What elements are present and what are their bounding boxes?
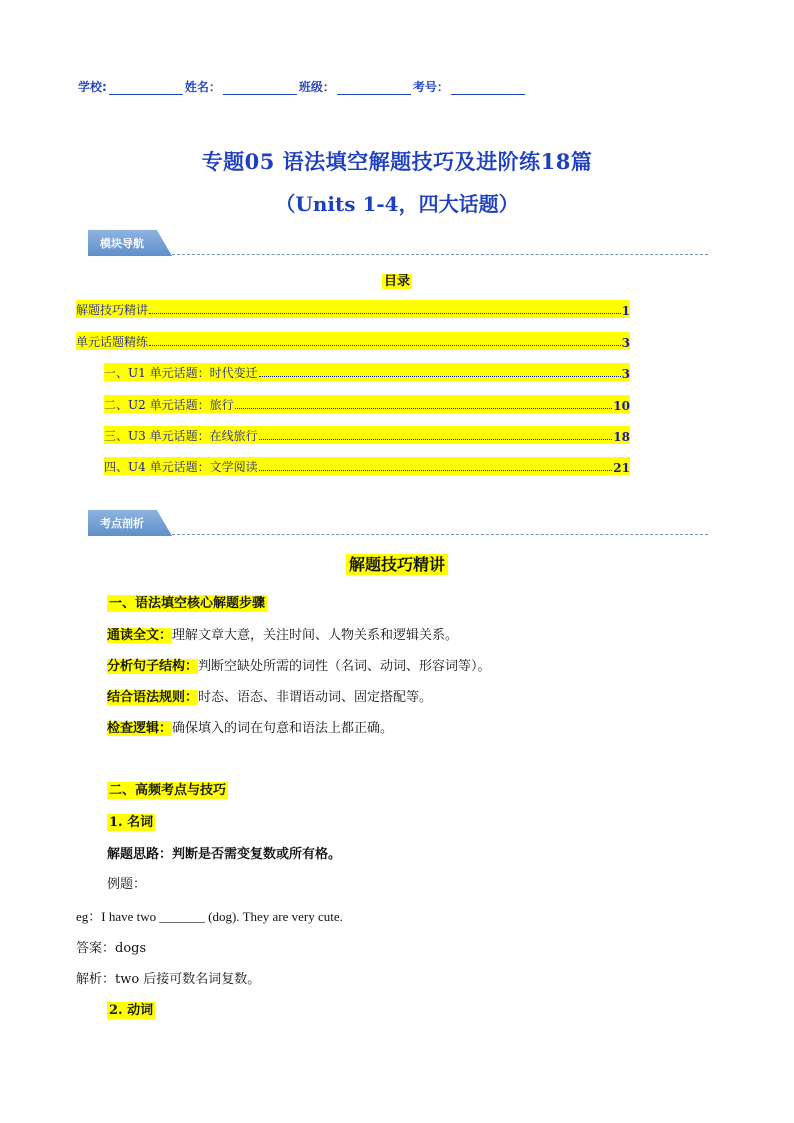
answer-text: 答案：dogs — [76, 941, 147, 956]
example-label: 例题： — [107, 877, 147, 892]
module-nav-tab — [88, 230, 172, 256]
step-item: 检查逻辑：确保填入的词在句意和语法上都正确。 — [107, 721, 394, 736]
analysis-text: 解析：two 后接可数名词复数。 — [76, 972, 261, 987]
section-title: 解题技巧精讲 — [0, 552, 794, 575]
toc-item[interactable]: 单元话题精练 3 — [76, 332, 630, 350]
part2-heading: 二、高频考点与技巧 — [109, 783, 227, 798]
document-subtitle: （Units 1-4，四大话题） — [275, 192, 519, 216]
school-label: 学校: — [78, 80, 107, 94]
exam-no-label: 考号： — [412, 80, 449, 94]
name-label: 姓名： — [184, 80, 221, 94]
class-label: 班级： — [298, 80, 335, 94]
class-blank — [337, 82, 411, 95]
toc-heading: 目录 — [383, 274, 410, 289]
toc-item[interactable]: 一、U1 单元话题：时代变迁 3 — [104, 363, 630, 381]
step-item: 结合语法规则：时态、语态、非谓语动词、固定搭配等。 — [107, 690, 433, 705]
nav-divider — [172, 254, 708, 255]
toc-item[interactable]: 三、U3 单元话题：在线旅行 18 — [104, 426, 630, 444]
example-sentence: eg：I have two _______ (dog). They are very cute. — [76, 909, 343, 924]
exam-no-blank — [451, 82, 525, 95]
module-nav-tab-label: 模块导航 — [100, 237, 144, 250]
document-title: 专题05 语法填空解题技巧及进阶练18篇 — [201, 149, 593, 174]
analysis-tab — [88, 510, 172, 536]
student-info-line — [78, 78, 527, 95]
step-item: 通读全文：理解文章大意，关注时间、人物关系和逻辑关系。 — [107, 628, 459, 643]
name-blank — [223, 82, 297, 95]
toc-item[interactable]: 解题技巧精讲 1 — [76, 300, 630, 318]
toc-item[interactable]: 四、U4 单元话题：文学阅读 21 — [104, 457, 630, 475]
analysis-tab-label: 考点剖析 — [100, 517, 144, 530]
point1-heading: 1. 名词 — [109, 815, 154, 830]
point1-tip: 解题思路：判断是否需变复数或所有格。 — [107, 847, 342, 862]
toc-item[interactable]: 二、U2 单元话题：旅行 10 — [104, 395, 630, 413]
part1-heading: 一、语法填空核心解题步骤 — [109, 596, 266, 611]
school-blank — [109, 82, 183, 95]
analysis-divider — [172, 534, 708, 535]
point2-heading: 2. 动词 — [109, 1003, 154, 1018]
step-item: 分析句子结构：判断空缺处所需的词性（名词、动词、形容词等）。 — [107, 659, 491, 674]
